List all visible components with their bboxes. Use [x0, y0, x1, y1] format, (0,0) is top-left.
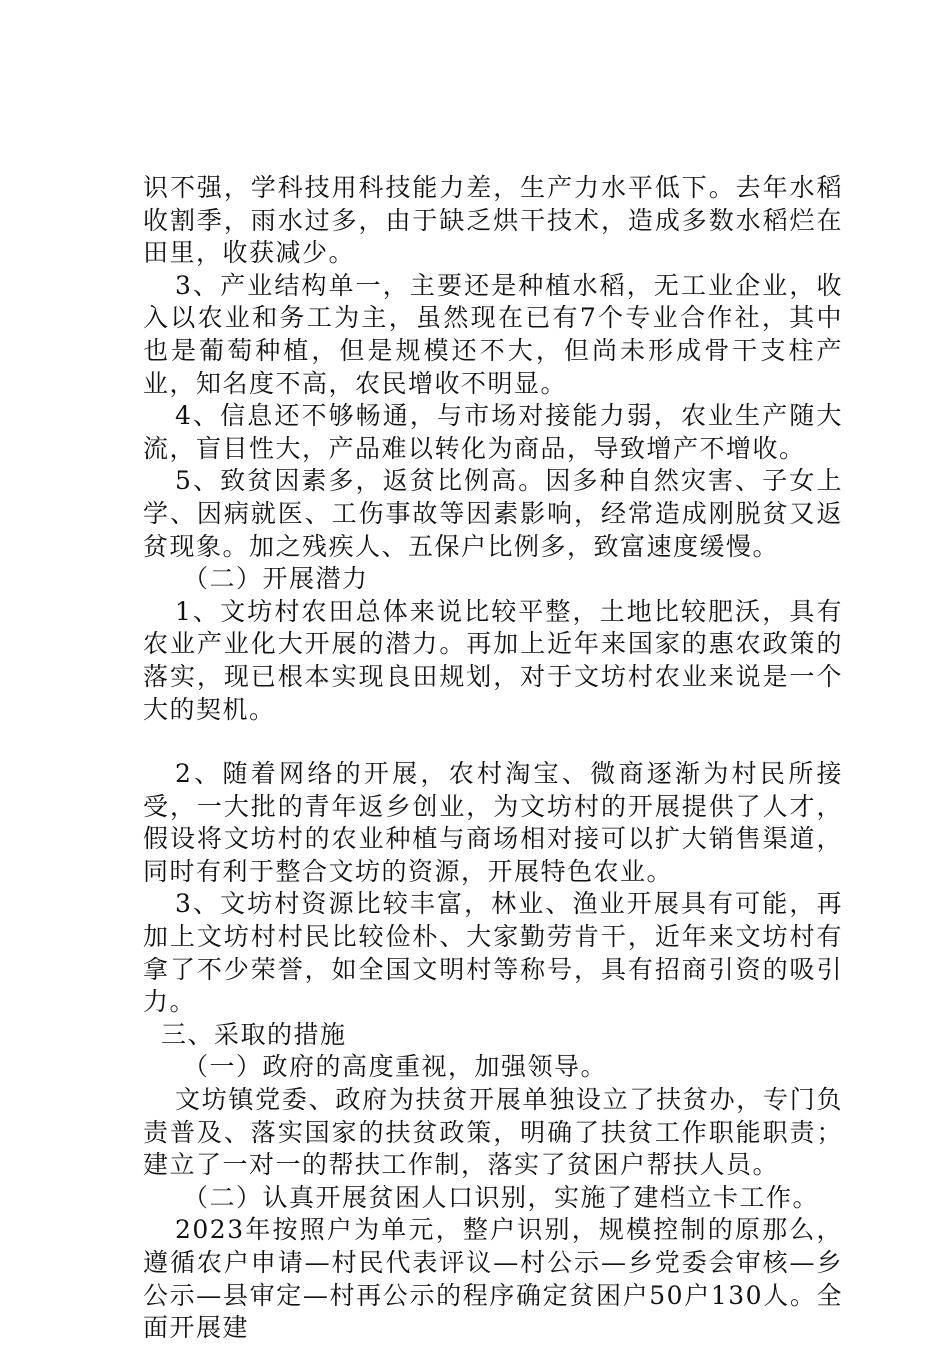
paragraph-potential-3: 3、文坊村资源比较丰富，林业、渔业开展具有可能，再加上文坊村村民比较俭朴、大家勤劳肯干，近年来文坊村有拿了不少荣誉，如全国文明村等称号，具有招商引资的吸引力。 [143, 889, 843, 1017]
blank-line [143, 726, 843, 758]
paragraph-potential-1: 1、文坊村农田总体来说比较平整，土地比较肥沃，具有农业产业化大开展的潜力。再加上近年来国家的惠农政策的落实，现已根本实现良田规划，对于文坊村农业来说是一个大的契机。 [143, 596, 843, 724]
section-heading-potential: （二）开展潜力 [183, 564, 369, 594]
paragraph-potential-2: 2、随着网络的开展，农村淘宝、微商逐渐为村民所接受，一大批的青年返乡创业，为文坊村的开展提供了人才，假设将文坊村的农业种植与商场相对接可以扩大销售渠道，同时有利于整合文坊的资源，开展特色农业。 [143, 759, 843, 886]
section-heading-measures: 三、采取的措施 [161, 1019, 347, 1049]
paragraph-item-3: 3、产业结构单一，主要还是种植水稻，无工业企业，收入以农业和务工为主，虽然现在已有7个专业合作社，其中也是葡萄种植，但是规模还不大，但尚未形成骨干支柱产业，知名度不高，农民增收不明显。 [143, 270, 843, 398]
paragraph-continuation: 识不强，学科技用科技能力差，生产力水平低下。去年水稻收割季，雨水过多，由于缺乏烘干技术，造成多数水稻烂在田里，收获减少。 [143, 173, 843, 268]
paragraph-item-5: 5、致贫因素多，返贫比例高。因多种自然灾害、子女上学、因病就医、工伤事故等因素影响，经常造成刚脱贫又返贫现象。加之残疾人、五保户比例多，致富速度缓慢。 [143, 466, 843, 561]
subheading-government: （一）政府的高度重视，加强领导。 [183, 1052, 608, 1082]
paragraph-item-4: 4、信息还不够畅通，与市场对接能力弱，农业生产随大流，盲目性大，产品难以转化为商品，导致增产不增收。 [143, 401, 843, 463]
paragraph-identification: 2023年按照户为单元，整户识别，规模控制的原那么，遵循农户申请—村民代表评议—村公示—乡党委会审核—乡公示—县审定—村再公示的程序确定贫困户50户130人。全面开展建 [143, 1215, 843, 1343]
document-body [143, 172, 843, 1345]
paragraph-government: 文坊镇党委、政府为扶贫开展单独设立了扶贫办，专门负责普及、落实国家的扶贫政策，明确了扶贫工作职能职责；建立了一对一的帮扶工作制，落实了贫困户帮扶人员。 [143, 1085, 843, 1180]
subheading-identification: （二）认真开展贫困人口识别，实施了建档立卡工作。 [183, 1182, 820, 1212]
